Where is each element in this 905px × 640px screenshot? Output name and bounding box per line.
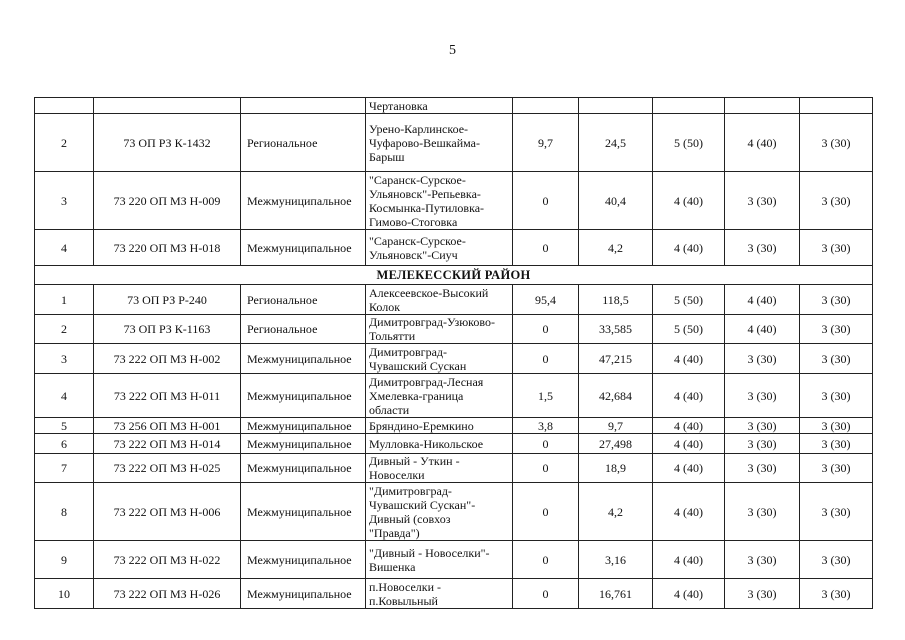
cell-code: 73 222 ОП МЗ Н-025 [94, 454, 241, 483]
cell-road-name [366, 230, 513, 266]
cell-num [35, 98, 94, 114]
cell-category-3: 3 (30) [800, 114, 873, 172]
road-name-line: Бряндино-Еремкино [369, 418, 474, 433]
cell-length-2: 16,761 [579, 579, 653, 609]
cell-category-1: 4 (40) [653, 483, 725, 541]
cell-code: 73 ОП РЗ Р-240 [94, 285, 241, 315]
cell-category-2: 3 (30) [725, 418, 800, 434]
road-name-line: "Саранск-Сурское- [369, 172, 466, 187]
cell-category-2: 4 (40) [725, 114, 800, 172]
cell-length-2: 118,5 [579, 285, 653, 315]
cell-type: Межмуниципальное [241, 483, 366, 541]
cell-code: 73 222 ОП МЗ Н-006 [94, 483, 241, 541]
cell-category-2: 3 (30) [725, 483, 800, 541]
table-row [35, 114, 873, 172]
road-name-line: Вишенка [369, 559, 416, 574]
road-name-line: Хмелевка-граница [369, 388, 464, 403]
cell-category-1: 5 (50) [653, 315, 725, 344]
table-row [35, 418, 873, 434]
cell-num: 9 [35, 541, 94, 579]
cell-length-2: 24,5 [579, 114, 653, 172]
cell-type: Межмуниципальное [241, 374, 366, 418]
road-name-line: Колок [369, 299, 401, 314]
cell-category-3: 3 (30) [800, 579, 873, 609]
cell-num: 7 [35, 454, 94, 483]
cell-category-2: 4 (40) [725, 285, 800, 315]
cell-length-1: 0 [513, 230, 579, 266]
table-row [35, 434, 873, 454]
cell-category-2: 3 (30) [725, 579, 800, 609]
cell-category-3: 3 (30) [800, 315, 873, 344]
cell-length-1: 0 [513, 344, 579, 374]
cell-type: Региональное [241, 285, 366, 315]
cell-road-name [366, 315, 513, 344]
cell-length-1: 95,4 [513, 285, 579, 315]
road-name-line: "Саранск-Сурское- [369, 233, 466, 248]
cell-length-2: 27,498 [579, 434, 653, 454]
cell-length-1: 0 [513, 541, 579, 579]
cell-category-1: 4 (40) [653, 374, 725, 418]
cell-category-1: 4 (40) [653, 230, 725, 266]
road-name-line: Гимово-Стоговка [369, 214, 458, 229]
cell-length-1 [513, 98, 579, 114]
cell-road-name [366, 344, 513, 374]
cell-category-1: 4 (40) [653, 454, 725, 483]
road-name-line: Тольятти [369, 329, 416, 343]
cell-road-name [366, 172, 513, 230]
road-name-line: "Дивный - Новоселки"- [369, 545, 490, 560]
road-name-line: Урено-Карлинское- [369, 121, 469, 136]
cell-category-3: 3 (30) [800, 172, 873, 230]
cell-type: Межмуниципальное [241, 344, 366, 374]
cell-length-2 [579, 98, 653, 114]
cell-category-1: 4 (40) [653, 418, 725, 434]
cell-category-3: 3 (30) [800, 483, 873, 541]
cell-category-3 [800, 98, 873, 114]
cell-road-name: Чертановка [366, 98, 513, 114]
district-row [35, 266, 873, 285]
cell-road-name [366, 114, 513, 172]
cell-road-name [366, 579, 513, 609]
table-row [35, 285, 873, 315]
road-name-line: Димитровград-Лесная [369, 374, 484, 389]
cell-length-1: 0 [513, 172, 579, 230]
cell-type: Межмуниципальное [241, 579, 366, 609]
cell-category-3: 3 (30) [800, 374, 873, 418]
cell-code: 73 256 ОП МЗ Н-001 [94, 418, 241, 434]
cell-type: Региональное [241, 315, 366, 344]
table-body [35, 98, 873, 609]
cell-type: Региональное [241, 114, 366, 172]
cell-code: 73 222 ОП МЗ Н-002 [94, 344, 241, 374]
cell-length-1: 9,7 [513, 114, 579, 172]
road-name-line: Чуфарово-Вешкайма- [369, 135, 480, 150]
cell-category-2: 4 (40) [725, 315, 800, 344]
cell-road-name [366, 454, 513, 483]
cell-num: 6 [35, 434, 94, 454]
road-name-line: п.Ковыльный [369, 593, 438, 608]
cell-code: 73 222 ОП МЗ Н-022 [94, 541, 241, 579]
cell-code: 73 ОП РЗ К-1432 [94, 114, 241, 172]
cell-code: 73 222 ОП МЗ Н-011 [94, 374, 241, 418]
road-name-line: "Правда") [369, 525, 420, 540]
road-name-line: Алексеевское-Высокий [369, 285, 489, 300]
road-name-line: Дивный (совхоз [369, 511, 451, 526]
cell-code: 73 220 ОП МЗ Н-009 [94, 172, 241, 230]
road-name-line: "Димитровград- [369, 483, 452, 498]
cell-category-3: 3 (30) [800, 434, 873, 454]
table-row [35, 344, 873, 374]
cell-length-2: 3,16 [579, 541, 653, 579]
cell-type: Межмуниципальное [241, 434, 366, 454]
cell-road-name [366, 418, 513, 434]
cell-num: 1 [35, 285, 94, 315]
cell-length-2: 42,684 [579, 374, 653, 418]
cell-length-2: 4,2 [579, 483, 653, 541]
cell-road-name [366, 434, 513, 454]
cell-length-1: 0 [513, 483, 579, 541]
cell-category-1: 4 (40) [653, 541, 725, 579]
cell-category-2: 3 (30) [725, 344, 800, 374]
cell-num: 4 [35, 374, 94, 418]
cell-category-2 [725, 98, 800, 114]
road-name-line: Космынка-Путиловка- [369, 200, 485, 215]
table-row [35, 230, 873, 266]
cell-length-1: 0 [513, 579, 579, 609]
road-name-line: п.Новоселки - [369, 579, 442, 594]
road-name-line: Чувашский Сускан [369, 358, 467, 373]
cell-code: 73 ОП РЗ К-1163 [94, 315, 241, 344]
cell-type [241, 98, 366, 114]
cell-category-1: 4 (40) [653, 172, 725, 230]
table-row [35, 454, 873, 483]
cell-length-2: 18,9 [579, 454, 653, 483]
cell-num: 8 [35, 483, 94, 541]
table-row [35, 579, 873, 609]
cell-code: 73 222 ОП МЗ Н-026 [94, 579, 241, 609]
page-number: 5 [449, 43, 456, 58]
cell-category-2: 3 (30) [725, 434, 800, 454]
cell-num: 10 [35, 579, 94, 609]
cell-category-3: 3 (30) [800, 418, 873, 434]
road-name-line: Димитровград-Узюково- [369, 315, 495, 329]
cell-category-2: 3 (30) [725, 454, 800, 483]
cell-category-1 [653, 98, 725, 114]
cell-length-2: 47,215 [579, 344, 653, 374]
cell-length-2: 4,2 [579, 230, 653, 266]
table-row [35, 172, 873, 230]
road-name-line: Чувашский Сускан"- [369, 497, 476, 512]
cell-code: 73 220 ОП МЗ Н-018 [94, 230, 241, 266]
cell-type: Межмуниципальное [241, 454, 366, 483]
cell-type: Межмуниципальное [241, 541, 366, 579]
cell-category-1: 5 (50) [653, 114, 725, 172]
cell-category-3: 3 (30) [800, 285, 873, 315]
cell-road-name [366, 483, 513, 541]
cell-category-1: 4 (40) [653, 579, 725, 609]
table-row [35, 315, 873, 344]
road-name-line: Ульяновск"-Сиуч [369, 247, 458, 262]
cell-num: 3 [35, 344, 94, 374]
table-row-continuation [35, 98, 873, 114]
table-row [35, 374, 873, 418]
cell-code: 73 222 ОП МЗ Н-014 [94, 434, 241, 454]
cell-road-name [366, 285, 513, 315]
cell-category-2: 3 (30) [725, 374, 800, 418]
cell-category-3: 3 (30) [800, 454, 873, 483]
cell-num: 5 [35, 418, 94, 434]
cell-length-1: 1,5 [513, 374, 579, 418]
road-name-line: Мулловка-Никольское [369, 436, 484, 451]
cell-road-name [366, 541, 513, 579]
cell-category-3: 3 (30) [800, 344, 873, 374]
cell-length-1: 0 [513, 315, 579, 344]
road-name-line: Димитровград- [369, 344, 448, 359]
cell-category-2: 3 (30) [725, 541, 800, 579]
cell-road-name [366, 374, 513, 418]
cell-category-2: 3 (30) [725, 172, 800, 230]
cell-category-3: 3 (30) [800, 230, 873, 266]
cell-length-1: 0 [513, 454, 579, 483]
cell-num: 2 [35, 114, 94, 172]
cell-type: Межмуниципальное [241, 230, 366, 266]
cell-length-2: 9,7 [579, 418, 653, 434]
cell-code [94, 98, 241, 114]
cell-category-1: 5 (50) [653, 285, 725, 315]
cell-length-1: 3,8 [513, 418, 579, 434]
cell-type: Межмуниципальное [241, 418, 366, 434]
road-name-line: области [369, 402, 410, 417]
table-row [35, 541, 873, 579]
road-name-line: Новоселки [369, 468, 425, 482]
cell-length-2: 40,4 [579, 172, 653, 230]
cell-length-2: 33,585 [579, 315, 653, 344]
cell-category-3: 3 (30) [800, 541, 873, 579]
cell-category-1: 4 (40) [653, 434, 725, 454]
cell-num: 3 [35, 172, 94, 230]
cell-category-2: 3 (30) [725, 230, 800, 266]
cell-num: 4 [35, 230, 94, 266]
district-heading: МЕЛЕКЕССКИЙ РАЙОН [35, 266, 873, 285]
cell-type: Межмуниципальное [241, 172, 366, 230]
cell-length-1: 0 [513, 434, 579, 454]
table-row [35, 483, 873, 541]
cell-num: 2 [35, 315, 94, 344]
road-name-line: Ульяновск"-Репьевка- [369, 186, 481, 201]
road-name-line: Барыш [369, 149, 405, 164]
road-name-line: Дивный - Уткин - [369, 454, 460, 468]
cell-category-1: 4 (40) [653, 344, 725, 374]
roads-table [34, 97, 873, 609]
